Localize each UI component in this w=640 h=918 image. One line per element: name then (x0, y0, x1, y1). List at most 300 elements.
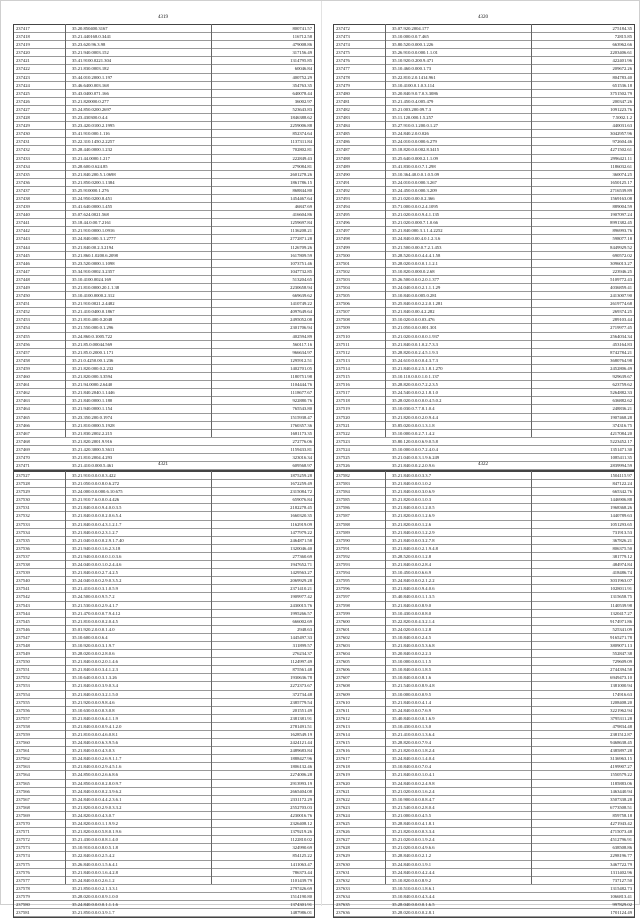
table-row (334, 284, 634, 292)
amount-cell: 513204.65 (292, 276, 312, 282)
table-row (334, 252, 634, 260)
table-row (14, 723, 314, 731)
row-id-cell: 237524 (336, 446, 350, 452)
row-id-cell: 237520 (336, 414, 350, 420)
row-id-cell: 237554 (16, 691, 30, 697)
row-id-cell: 237521 (336, 422, 350, 428)
amount-cell: 1846388.62 (290, 115, 312, 121)
table-row (14, 885, 314, 893)
table-row (334, 300, 634, 308)
code-cell: 35.24.000.0.0.000.6.10.675 (72, 489, 123, 495)
row-id-cell: 237501 (336, 260, 350, 266)
table-row (334, 593, 634, 601)
row-id-cell: 237573 (16, 845, 30, 851)
code-cell: 35.24.820.0.0.0.1.1.9.9.2 (72, 821, 118, 827)
code-cell: 35.10.920.0.200.9.471 (392, 58, 434, 64)
amount-cell: 702802.81 (292, 147, 312, 153)
row-id-cell: 237445 (16, 252, 30, 258)
code-cell: 35.10.820.0.0.0.8.9.2 (392, 877, 432, 883)
amount-cell: 275184.35 (612, 26, 632, 31)
table-row (14, 682, 314, 690)
amount-cell: 479008.86 (292, 42, 312, 48)
row-id-cell: 237545 (16, 618, 30, 624)
amount-cell: 666002.69 (292, 618, 312, 624)
code-cell: 35.21.020.0.0.0.9.4.1.135 (392, 212, 440, 218)
table-row (334, 227, 634, 235)
table-row (14, 836, 314, 844)
code-cell: 35.27.910.0.1.200.0.1.27 (392, 123, 438, 129)
amount-cell: 1185883.06 (610, 780, 632, 786)
amount-cell: 1672259.49 (290, 481, 312, 487)
row-id-cell: 237624 (336, 812, 350, 818)
code-cell: 35.10.600.0.0.0.6.4 (72, 634, 108, 640)
amount-cell: 116712.58 (292, 34, 312, 40)
amount-cell: 765543.80 (292, 406, 312, 412)
amount-cell: 1320046.40 (290, 545, 312, 551)
code-cell: 35.21.840.0.0.0.3.0.6.9 (392, 489, 435, 495)
code-cell: 35.21.840.0.0.0.5.3.6.8 (392, 642, 435, 648)
code-cell: 35.21.430.0.0.0.0.8.1.4.0 (72, 837, 118, 843)
amount-cell: 2495052.08 (290, 317, 312, 323)
amount-cell: 2913993.19 (290, 780, 312, 786)
code-cell: 35.21.840.0000.1.180 (72, 398, 113, 404)
row-id-cell: 237487 (336, 147, 350, 153)
table-row (334, 836, 634, 844)
code-cell: 35.21.840.0.0.0.3.9.0.3.4 (72, 683, 118, 689)
row-id-cell: 237452 (16, 309, 30, 315)
table-row (14, 324, 314, 332)
table-row (334, 715, 634, 723)
code-cell: 35.21.020.0.0.0.1.9.2.4 (392, 837, 435, 843)
row-id-cell: 237617 (336, 756, 350, 762)
amount-cell: 2464871.58 (290, 537, 312, 543)
amount-cell: 1968368.26 (610, 505, 632, 511)
column-rule (531, 24, 532, 437)
row-id-cell: 237622 (336, 796, 350, 802)
amount-cell: 659076.84 (292, 497, 312, 503)
row-id-cell: 237468 (16, 438, 30, 444)
row-id-cell: 237488 (336, 155, 350, 161)
amount-cell: 3042957.96 (610, 131, 632, 137)
row-id-cell: 237429 (16, 123, 30, 129)
amount-cell: 174916.63 (612, 691, 632, 697)
amount-cell: 1410749.22 (290, 301, 312, 307)
row-id-cell: 237512 (336, 349, 350, 355)
code-cell: 35.21.840.0.0.0.1.6.4.2.8 (72, 869, 118, 875)
code-cell: 35.10.640.0.0.0.3.1.3.26 (72, 675, 117, 681)
amount-cell: 8449929.52 (610, 244, 632, 250)
table-row (334, 203, 634, 211)
row-id-cell: 237432 (16, 147, 30, 153)
row-id-cell: 237636 (336, 910, 350, 916)
table-row (334, 828, 634, 836)
table-row (334, 373, 634, 381)
code-cell: 35.10.900.0.0.0.0.8.4.7 (392, 796, 435, 802)
code-cell: 35.11.120.000.1.5.257 (392, 115, 434, 121)
amount-cell: 2230658.94 (290, 285, 312, 290)
amount-cell: 46847.69 (294, 204, 312, 210)
row-id-cell: 237613 (336, 723, 350, 729)
amount-cell: 889004.59 (612, 204, 632, 210)
table-row (334, 187, 634, 195)
row-id-cell: 237574 (16, 853, 30, 859)
code-cell: 35.24.500.0.0.0.9.5.7.2 (72, 594, 115, 600)
table-row (14, 244, 314, 252)
amount-cell: 9468638.45 (610, 740, 632, 746)
table-row (14, 98, 314, 106)
row-id-cell: 237466 (16, 422, 30, 428)
row-id-cell: 237428 (16, 115, 30, 121)
table-row (14, 909, 314, 917)
table-row (14, 57, 314, 65)
code-cell: 35.21.820.000.3.3594 (72, 374, 113, 380)
row-id-cell: 237602 (336, 634, 350, 640)
amount-cell: 6773508.51 (610, 804, 632, 810)
table-row (14, 211, 314, 219)
amount-cell: 1137311.84 (290, 139, 312, 145)
table-row (334, 122, 634, 130)
amount-cell: 2315084.72 (290, 489, 312, 495)
row-id-cell: 237469 (16, 446, 30, 452)
table-row (334, 235, 634, 243)
code-cell: 35.10.920.0.0.0.3.1.9.7 (72, 642, 115, 648)
row-id-cell: 237442 (16, 228, 30, 234)
table-row (334, 430, 634, 438)
table-row (334, 41, 634, 49)
amount-cell: 360074.25 (612, 171, 632, 177)
row-id-cell: 237438 (16, 195, 30, 201)
code-cell: 35.24.840.0.00.4.0.1.2.3.6 (392, 236, 441, 242)
table-row (334, 349, 634, 357)
row-id-cell: 237604 (336, 651, 350, 657)
code-cell: 35.10.110.0.0.0.1.0.1.137 (392, 374, 439, 380)
row-id-cell: 237472 (336, 26, 350, 31)
amount-cell: 6949473.10 (610, 675, 632, 681)
code-cell: 35.21.820.0.0.0.1.2.6.9 (392, 513, 435, 519)
table-row (334, 389, 634, 397)
table-row (14, 316, 314, 324)
table-row (334, 812, 634, 820)
code-cell: 35.21.840.0.0.0.3.3.7 (392, 473, 432, 478)
amount-cell: 609568.97 (292, 463, 312, 469)
row-id-cell: 237614 (336, 732, 350, 737)
row-id-cell: 237526 (336, 463, 350, 469)
table-row (14, 553, 314, 561)
amount-cell: 367826.21 (612, 537, 632, 543)
table-row (334, 292, 634, 300)
table-row (14, 691, 314, 699)
code-cell: 35.28.020.0.0.0.0.2.8.1 (392, 910, 435, 916)
row-id-cell: 237550 (16, 659, 30, 665)
table-row (334, 341, 634, 349)
table-row (14, 593, 314, 601)
row-id-cell: 237595 (336, 578, 350, 584)
row-id-cell: 237477 (336, 66, 350, 72)
row-id-cell: 237534 (16, 529, 30, 535)
table-row (14, 33, 314, 41)
code-cell: 35.24.040.0.0.0.2.9.0.3.5.2 (72, 578, 122, 584)
table-row (334, 260, 634, 268)
table-row (334, 626, 634, 634)
row-id-cell: 237474 (336, 42, 350, 48)
code-cell: 35.21.840.0.0.0.2.3.1.2.7 (72, 529, 118, 535)
code-cell: 35.10.450.0.0.0.6.6.9 (392, 570, 432, 576)
page-title: 4320 (478, 15, 488, 20)
row-id-cell: 237565 (16, 780, 30, 786)
code-cell: 35.28.840.0.0.0.2.1.2 (392, 853, 432, 859)
amount-cell: 896993.76 (612, 228, 632, 234)
code-cell: 35.28.020.0.0.0.0.0.4.5.0.2 (392, 398, 442, 404)
code-cell: 35.21.003.200.09.7.3 (392, 106, 432, 112)
row-id-cell: 237579 (16, 893, 30, 899)
table-row (14, 780, 314, 788)
amount-cell: 1463440.94 (610, 788, 632, 794)
code-cell: 35.18.820.0.0.002.8.3415 (392, 147, 440, 153)
code-cell: 35.21.810.0000.5.1928 (72, 422, 115, 428)
row-id-cell: 237451 (16, 301, 30, 307)
amount-cell: 1295912.51 (290, 357, 312, 363)
amount-cell: 2385779.54 (290, 699, 312, 705)
table-row (334, 650, 634, 658)
row-id-cell: 237418 (16, 34, 30, 40)
code-cell: 35.71.000.0.0.0.2.4.1095 (392, 204, 438, 210)
row-id-cell: 237433 (16, 155, 30, 161)
table-row (14, 893, 314, 901)
code-cell: 35.21.000.0.0.0.4.5.5 (392, 812, 432, 818)
amount-cell: 1028011.91 (610, 586, 632, 592)
table-row (14, 844, 314, 852)
table-row (334, 82, 634, 90)
code-cell: 35.10.840.0.0.0.7.0.4 (392, 764, 432, 770)
row-id-cell: 237460 (16, 374, 30, 380)
code-cell: 35.28.820.0.0.2.4.5.1.9.3 (392, 349, 438, 355)
amount-cell: 8742784.21 (610, 349, 632, 355)
table-row (14, 389, 314, 397)
code-cell: 35.25.840.0.0.0.2.2.0.1.281 (392, 301, 443, 307)
code-cell: 35.21.840.0.0.0.8.9.0 (392, 602, 432, 608)
row-id-cell: 237482 (336, 106, 350, 112)
row-id-cell: 237536 (16, 545, 30, 551)
amount-cell: 1628549.19 (290, 732, 312, 737)
row-id-cell: 237623 (336, 804, 350, 810)
table-row (334, 844, 634, 852)
code-cell: 35.24.850.0200.2697 (72, 106, 112, 112)
table-row (334, 74, 634, 82)
code-cell: 35.40.840.0.0.0.1.1.3.5 (392, 594, 435, 600)
table-row (334, 49, 634, 57)
code-cell: 35.28.820.0.0.0.7.9.4 (392, 740, 432, 746)
column-rule (531, 471, 532, 884)
table-row (14, 512, 314, 520)
row-id-cell: 237576 (16, 869, 30, 875)
code-cell: 35.21.840.000.3.1.1.4.2252 (392, 228, 443, 234)
amount-cell: 381779.12 (612, 553, 632, 559)
amount-cell: 868844.80 (292, 187, 312, 193)
table-row (14, 203, 314, 211)
table-row (334, 869, 634, 877)
table-row (334, 561, 634, 569)
amount-cell: 4271943.42 (610, 821, 632, 827)
amount-cell: 2619774.68 (610, 301, 632, 307)
row-id-cell: 237491 (336, 179, 350, 185)
row-id-cell: 237596 (336, 586, 350, 592)
table-row (14, 828, 314, 836)
table-row (334, 414, 634, 422)
amount-cell: 1477979.22 (290, 529, 312, 535)
table-row (334, 163, 634, 171)
row-id-cell: 237481 (336, 98, 350, 104)
code-cell: 35.21.440168.0.3441 (72, 34, 112, 40)
code-cell: 35.24.850.0.0.0.0.2.8.0.9.7 (72, 780, 122, 786)
amount-cell: 2069929.28 (290, 578, 312, 584)
code-cell: 35.28.440.0000.1.232 (72, 147, 113, 153)
row-id-cell: 237422 (16, 66, 30, 72)
table-row (334, 788, 634, 796)
row-id-cell: 237589 (336, 529, 350, 535)
row-id-cell: 237629 (336, 853, 350, 859)
amount-cell: 1681173.35 (290, 430, 312, 436)
table-row (14, 414, 314, 422)
row-id-cell: 237523 (336, 438, 350, 444)
code-cell: 35.24.540.0.0.0.2.1.8.1.0 (392, 390, 438, 396)
row-id-cell: 237619 (336, 772, 350, 778)
amount-cell: 854125.22 (292, 853, 312, 859)
code-cell: 35.41.640.0000.1.455 (72, 204, 113, 210)
table-row (334, 98, 634, 106)
code-cell: 35.24.840.0.0.0.1.9.1 (392, 861, 432, 867)
table-row (14, 529, 314, 537)
table-row (14, 284, 314, 292)
table-row (334, 780, 634, 788)
code-cell: 35.21.910.0000.1.0916 (72, 228, 115, 234)
code-cell: 35.28.820.0.0.0.7.2.2.3.5 (392, 382, 438, 388)
row-id-cell: 237585 (336, 497, 350, 503)
amount-cell: 4199907.27 (610, 764, 632, 770)
row-id-cell: 237417 (16, 26, 30, 31)
code-cell: 35.24.840.0.0.0.1.4.0.4 (392, 756, 435, 762)
amount-cell: 2259006.88 (290, 123, 312, 129)
table-row (334, 438, 634, 446)
row-id-cell: 237450 (16, 293, 30, 299)
row-id-cell: 237569 (16, 812, 30, 818)
amount-cell: 663962.66 (612, 42, 632, 48)
table-row (14, 820, 314, 828)
amount-cell: 972604.46 (612, 139, 632, 145)
code-cell: 35.21.840.0.0.0.0.2.0.6.5.4 (72, 513, 122, 519)
amount-cell: 1381000.94 (610, 683, 632, 689)
amount-cell: 8991382.45 (610, 220, 632, 226)
row-id-cell: 237600 (336, 618, 350, 624)
code-cell: 35.21.020.0.000.7.1.0.66 (392, 220, 438, 226)
code-cell: 35.28.840.0.0.0.4.1.8.1 (392, 821, 435, 827)
table-row (14, 488, 314, 496)
table-row (14, 122, 314, 130)
code-cell: 35.10.000.0.0.0.1.1.5 (392, 659, 432, 665)
row-id-cell: 237612 (336, 715, 350, 721)
amount-cell: 324990.69 (292, 845, 312, 851)
code-cell: 35.20.850400.3167 (72, 26, 108, 31)
table-row (14, 146, 314, 154)
amount-cell: 3136963.15 (610, 756, 632, 762)
amount-cell: 651536.18 (612, 82, 632, 88)
row-id-cell: 237561 (16, 748, 30, 754)
table-row (334, 877, 634, 885)
row-id-cell: 237549 (16, 651, 30, 657)
table-row (334, 796, 634, 804)
row-id-cell: 237486 (336, 139, 350, 145)
table-row (334, 537, 634, 545)
amount-cell: 1429563.27 (290, 570, 312, 576)
row-id-cell: 237499 (336, 244, 350, 250)
amount-cell: 484974.84 (612, 562, 632, 568)
row-id-cell: 237598 (336, 602, 350, 608)
amount-cell: 1487986.01 (290, 910, 312, 916)
row-id-cell: 237443 (16, 236, 30, 242)
table-row (14, 877, 314, 885)
table-row (334, 422, 634, 430)
row-id-cell: 237566 (16, 788, 30, 794)
code-cell: 35.24.840.0.0.0.2.6.1.2 (72, 877, 115, 883)
table-row (334, 106, 634, 114)
row-id-cell: 237425 (16, 90, 30, 96)
row-id-cell: 237473 (336, 34, 350, 40)
code-cell: 35.24.010.0.0.000.6.279 (392, 139, 437, 145)
code-cell: 35.21.410.0.0.0.3.1.0.5.9 (72, 586, 118, 592)
row-id-cell: 237533 (16, 521, 30, 527)
data-table (13, 24, 315, 471)
amount-cell: 1122810.02 (290, 837, 312, 843)
amount-cell: 1907097.24 (610, 212, 632, 218)
table-row (334, 316, 634, 324)
amount-cell: 418486.74 (612, 570, 632, 576)
amount-cell: 453164.83 (612, 341, 632, 347)
code-cell: 35.24.840.0.0.0.4.4.2.3.6.1 (72, 796, 122, 802)
amount-cell: 3680764.98 (610, 357, 632, 363)
code-cell: 35.34.910.0002.3.2357 (72, 268, 115, 274)
row-id-cell: 237514 (336, 365, 350, 371)
row-id-cell: 237588 (336, 521, 350, 527)
row-id-cell: 237421 (16, 58, 30, 64)
table-row (14, 405, 314, 413)
amount-cell: 636882.62 (612, 398, 632, 404)
amount-cell: 2797426.69 (290, 885, 312, 891)
table-row (14, 219, 314, 227)
code-cell: 35.21.940.0000.1.154 (72, 406, 113, 412)
row-id-cell: 237597 (336, 594, 350, 600)
row-id-cell: 237507 (336, 309, 350, 315)
code-cell: 35.24.850.0.0.0.2.6.6.8.6 (72, 772, 118, 778)
row-id-cell: 237606 (336, 667, 350, 673)
row-id-cell: 237446 (16, 260, 30, 266)
code-cell: 35.24.610.0.0.0.0.4.3.7.3 (392, 357, 438, 363)
amount-cell: 2424121.44 (290, 740, 312, 746)
amount-cell: 2430015.76 (290, 602, 312, 608)
row-id-cell: 237476 (336, 58, 350, 64)
row-id-cell: 237541 (16, 586, 30, 592)
row-id-cell: 237628 (336, 845, 350, 851)
code-cell: 35.21.410.0400.0.1867 (72, 309, 115, 315)
table-row (14, 658, 314, 666)
amount-cell: 1947652.71 (290, 562, 312, 568)
table-row (14, 430, 314, 438)
code-cell: 35.44.010.2000.1.197 (72, 74, 113, 80)
row-id-cell: 237634 (336, 893, 350, 899)
amount-cell: 2413007.90 (610, 293, 632, 299)
amount-cell: 2381512.87 (610, 732, 632, 737)
amount-cell: 1311402.96 (610, 869, 632, 875)
table-row (334, 276, 634, 284)
table-row (334, 666, 634, 674)
